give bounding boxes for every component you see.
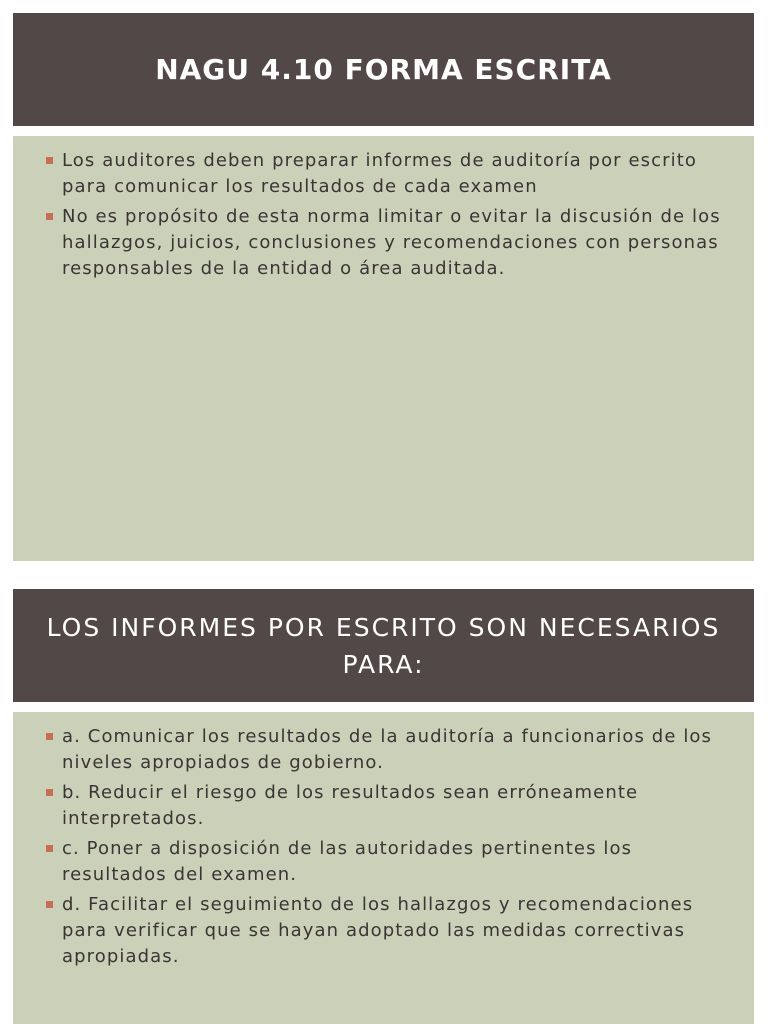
square-bullet-icon [46,213,53,220]
bullet-item [46,724,730,776]
square-bullet-icon [46,901,53,908]
bullet-text: d. Facilitar el seguimiento de los hallazgos y recomendaciones para verificar que se hayan adoptado las medidas correctivas apropiadas. [62,894,694,967]
slide-1-bullet-list [46,148,730,282]
slide-2-body [13,712,754,1024]
bullet-text: b. Reducir el riesgo de los resultados sean erróneamente interpretados. [62,782,639,829]
slide-1-divider [13,126,754,136]
bullet-item [46,780,730,832]
bullet-text: No es propósito de esta norma limitar o evitar la discusión de los hallazgos, juicios, conclusiones y recomendaciones con personas responsables de la entidad o área auditada. [62,206,721,279]
square-bullet-icon [46,733,53,740]
bullet-text: Los auditores deben preparar informes de auditoría por escrito para comunicar los resultados de cada examen [62,150,698,197]
bullet-text: a. Comunicar los resultados de la auditoría a funcionarios de los niveles apropiados de gobierno. [62,726,713,773]
square-bullet-icon [46,157,53,164]
bullet-item [46,892,730,970]
bullet-item [46,836,730,888]
bullet-item [46,148,730,200]
slide-1-title: NAGU 4.10 FORMA ESCRITA [155,53,612,86]
square-bullet-icon [46,845,53,852]
slide-2-bullet-list [46,724,730,970]
bullet-item [46,204,730,282]
slide-1-body [13,136,754,561]
square-bullet-icon [46,789,53,796]
slide-1-title-bar [13,13,754,126]
slide-2-divider [13,702,754,712]
slide-2 [13,589,754,1024]
bullet-text: c. Poner a disposición de las autoridades pertinentes los resultados del examen. [62,838,633,885]
slide-2-title: LOS INFORMES POR ESCRITO SON NECESARIOS PARA: [46,612,721,679]
slide-1 [13,13,754,561]
slide-2-title-bar [13,589,754,702]
